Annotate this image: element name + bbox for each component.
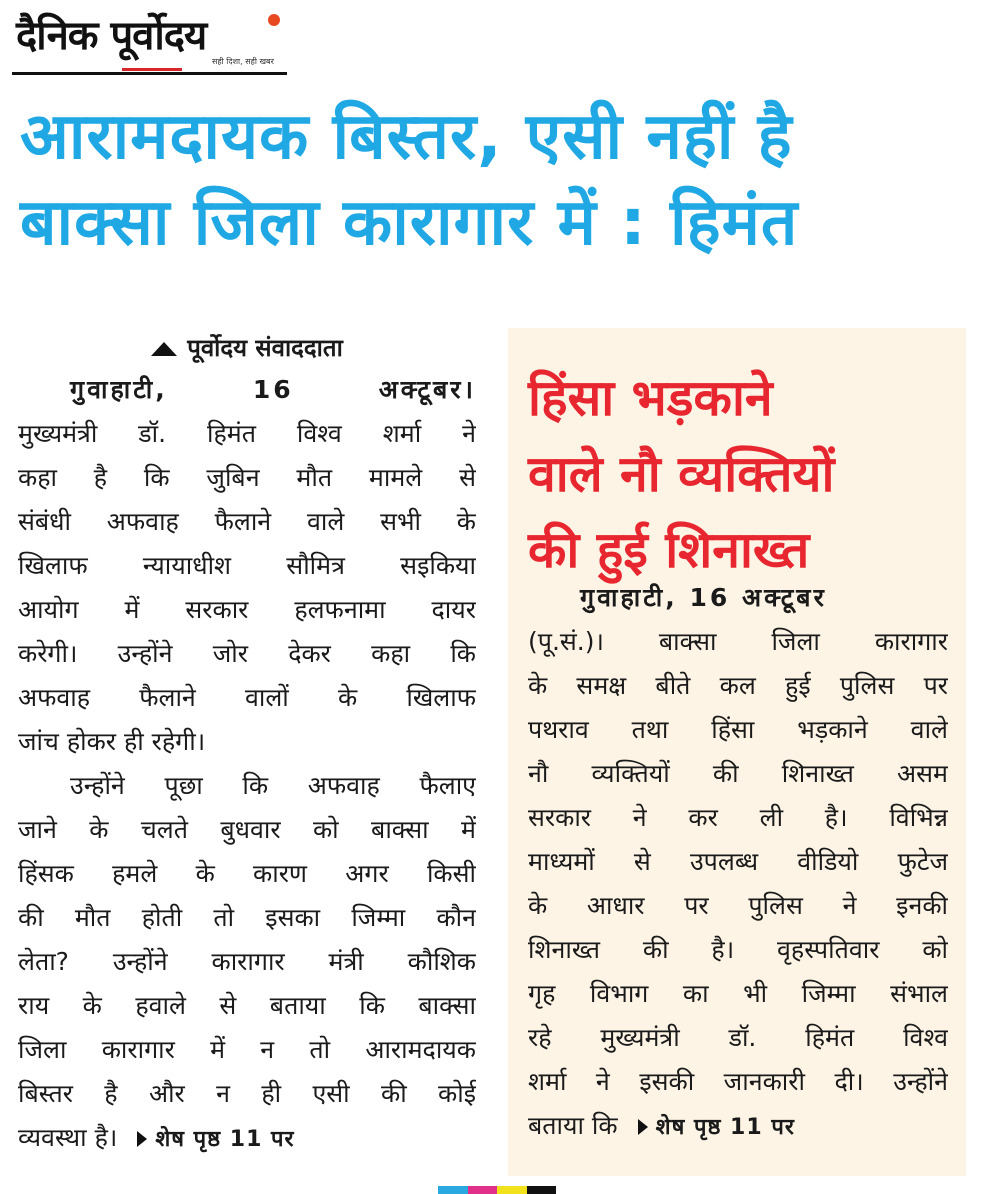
yellow-swatch (497, 1186, 527, 1194)
sidebar-dateline: गुवाहाटी, 16 अक्टूबर (580, 583, 827, 612)
text-line: के समक्ष बीते कल हुई पुलिस पर (528, 671, 948, 700)
text-line: जांच होकर ही रहेगी। (18, 727, 206, 756)
text-line: (पू.सं.)। बाक्सा जिला कारागार (528, 627, 948, 656)
sidebar-headline-line-2: वाले नौ व्यक्तियों (528, 445, 835, 503)
text-line: के आधार पर पुलिस ने इनकी (528, 891, 948, 920)
text-line: जाने के चलते बुधवार को बाक्सा में (18, 815, 476, 844)
text-line: गृह विभाग का भी जिम्मा संभाल (528, 979, 948, 1008)
sidebar-article (508, 328, 966, 1176)
byline (18, 328, 476, 368)
masthead-rule (12, 72, 287, 75)
text-line: व्यवस्था है। (18, 1123, 118, 1152)
masthead-tagline: सही दिशा, सही खबर (212, 57, 274, 66)
text-line: माध्यमों से उपलब्ध वीडियो फुटेज (528, 847, 948, 876)
sidebar-headline-line-3: की हुई शिनाख्त (528, 521, 810, 579)
masthead-title: दैनिक पूर्वोदय (16, 13, 207, 59)
masthead-logo-dot-icon (268, 14, 280, 26)
text-line: आयोग में सरकार हलफनामा दायर (18, 595, 476, 624)
black-swatch (527, 1186, 557, 1194)
headline-line-1: आरामदायक बिस्तर, एसी नहीं है (20, 100, 793, 174)
text-line: हिंसक हमले के कारण अगर किसी (18, 859, 476, 888)
text-line: मुख्यमंत्री डॉ. हिमंत विश्व शर्मा ने (18, 419, 476, 448)
text-line: सरकार ने कर ली है। विभिन्न (528, 803, 948, 832)
masthead-red-rule (122, 68, 182, 71)
text-line: नौ व्यक्तियों की शिनाख्त असम (528, 759, 948, 788)
text-line: पथराव तथा हिंसा भड़काने वाले (528, 715, 948, 744)
cyan-swatch (438, 1186, 468, 1194)
main-headline (20, 94, 965, 266)
headline-line-2: बाक्सा जिला कारागार में : हिमंत (20, 186, 799, 260)
continuation-link[interactable]: शेष पृष्ठ 11 पर (155, 1127, 295, 1152)
masthead (12, 6, 287, 74)
triangle-icon (151, 342, 177, 356)
print-color-bar (438, 1186, 556, 1194)
text-line: उन्होंने पूछा कि अफवाह फैलाए (70, 771, 476, 800)
text-line: खिलाफ न्यायाधीश सौमित्र सइकिया (18, 551, 476, 580)
play-arrow-icon (638, 1119, 648, 1135)
dateline: गुवाहाटी, 16 अक्टूबर। (70, 375, 476, 404)
main-article (18, 328, 476, 1160)
text-line: कहा है कि जुबिन मौत मामले से (18, 463, 476, 492)
text-line: करेगी। उन्होंने जोर देकर कहा कि (18, 639, 476, 668)
text-line: शिनाख्त की है। वृहस्पतिवार को (528, 935, 948, 964)
text-line: बिस्तर है और न ही एसी की कोई (18, 1079, 476, 1108)
last-line (528, 1104, 948, 1148)
magenta-swatch (468, 1186, 498, 1194)
sidebar-body (528, 576, 948, 1148)
sidebar-continuation-link[interactable]: शेष पृष्ठ 11 पर (655, 1115, 795, 1140)
text-line: अफवाह फैलाने वालों के खिलाफ (18, 683, 476, 712)
text-line: की मौत होती तो इसका जिम्मा कौन (18, 903, 476, 932)
text-line: राय के हवाले से बताया कि बाक्सा (18, 991, 476, 1020)
byline-text: पूर्वोदय संवाददाता (187, 334, 343, 362)
text-line: शर्मा ने इसकी जानकारी दी। उन्होंने (528, 1067, 948, 1096)
sidebar-headline (528, 360, 834, 588)
text-line: लेता? उन्होंने कारागार मंत्री कौशिक (18, 947, 476, 976)
text-line: जिला कारागार में न तो आरामदायक (18, 1035, 476, 1064)
article-body (18, 368, 476, 1160)
sidebar-headline-line-1: हिंसा भड़काने (528, 369, 773, 427)
last-line (18, 1116, 476, 1160)
text-line: संबंधी अफवाह फैलाने वाले सभी के (18, 507, 476, 536)
text-line: रहे मुख्यमंत्री डॉ. हिमंत विश्व (528, 1023, 948, 1052)
text-line: बताया कि (528, 1111, 618, 1140)
play-arrow-icon (137, 1131, 147, 1147)
